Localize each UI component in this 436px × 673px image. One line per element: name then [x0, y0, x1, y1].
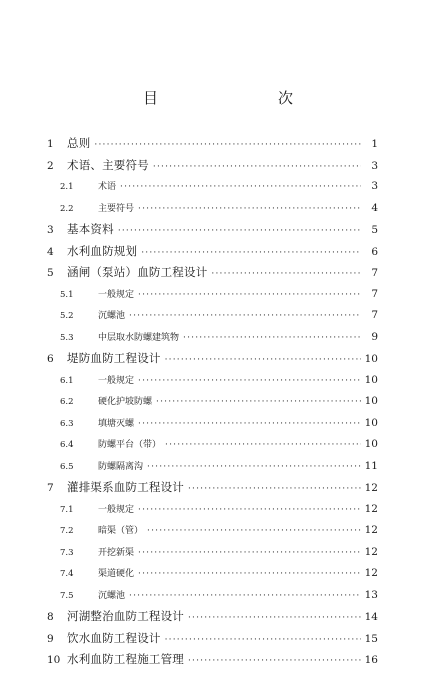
- toc-dot-leader: [211, 264, 361, 286]
- toc-entry-page-number: 15: [364, 632, 378, 645]
- toc-chapter-entry[interactable]: [47, 262, 378, 284]
- toc-entry-label: 水利血防工程施工管理: [67, 652, 184, 666]
- toc-entry-label: 灌排渠系血防工程设计: [67, 480, 184, 494]
- toc-entry-label: 涵闸（泵站）血防工程设计: [67, 265, 208, 279]
- toc-dot-leader: [129, 306, 361, 328]
- toc-dot-leader: [188, 608, 361, 630]
- toc-dot-leader: [188, 479, 361, 501]
- toc-entry-number: 7.1: [60, 504, 74, 515]
- toc-section-entry[interactable]: [47, 434, 378, 456]
- toc-entry-page-number: 6: [371, 245, 378, 258]
- toc-entry-page-number: 11: [364, 459, 378, 472]
- toc-entry-label: 沉螺池: [98, 311, 126, 321]
- toc-dot-leader: [153, 157, 361, 179]
- toc-entry-number: 6.1: [60, 375, 74, 386]
- toc-entry-label: 主要符号: [98, 203, 135, 214]
- toc-dot-leader: [147, 521, 361, 543]
- toc-entry-page-number: 5: [371, 224, 378, 236]
- toc-dot-leader: [156, 392, 361, 414]
- toc-dot-leader: [165, 350, 361, 372]
- toc-entry-number: 2: [47, 159, 54, 172]
- toc-dot-leader: [138, 564, 361, 586]
- toc-entry-number: 10: [47, 654, 61, 666]
- toc-entry-number: 5: [47, 267, 54, 279]
- toc-entry-page-number: 4: [371, 201, 378, 214]
- toc-entry-number: 7.3: [60, 547, 74, 558]
- toc-chapter-entry[interactable]: [47, 348, 378, 370]
- toc-entry-page-number: 7: [371, 309, 378, 321]
- toc-chapter-entry[interactable]: [47, 133, 378, 155]
- toc-entry-number: 4: [47, 245, 54, 258]
- toc-entry-page-number: 3: [371, 159, 378, 172]
- toc-entry-number: 7.2: [60, 526, 74, 536]
- toc-entry-label: 暗渠（管）: [98, 526, 144, 536]
- toc-dot-leader: [147, 457, 361, 479]
- toc-entry-number: 6.3: [60, 418, 74, 429]
- toc-entry-number: 6.5: [60, 461, 74, 472]
- toc-entry-page-number: 12: [364, 502, 378, 515]
- toc-chapter-entry[interactable]: [47, 606, 378, 628]
- toc-entry-label: 堤防血防工程设计: [67, 351, 161, 365]
- toc-entry-label: 防螺平台（带）: [98, 440, 162, 450]
- toc-dot-leader: [94, 135, 361, 157]
- toc-dot-leader: [165, 435, 361, 457]
- toc-entry-number: 3: [47, 224, 54, 236]
- toc-entry-label: 开挖新渠: [98, 547, 135, 558]
- toc-dot-leader: [188, 651, 361, 673]
- toc-section-entry[interactable]: [47, 585, 378, 607]
- toc-entry-label: 术语: [98, 182, 117, 192]
- toc-entry-label: 基本资料: [67, 222, 114, 236]
- toc-entry-label: 一般规定: [98, 504, 135, 515]
- toc-entry-number: 6: [47, 353, 54, 365]
- toc-chapter-entry[interactable]: [47, 628, 378, 650]
- toc-dot-leader: [120, 177, 361, 199]
- toc-entry-number: 5.2: [60, 311, 74, 321]
- toc-dot-leader: [165, 630, 361, 652]
- toc-entry-label: 河湖整治血防工程设计: [67, 609, 184, 623]
- toc-section-entry[interactable]: [47, 456, 378, 478]
- toc-section-entry[interactable]: [47, 563, 378, 585]
- toc-section-entry[interactable]: [47, 176, 378, 198]
- toc-section-entry[interactable]: [47, 305, 378, 327]
- toc-entry-page-number: 1: [371, 138, 378, 150]
- toc-chapter-entry[interactable]: [47, 649, 378, 671]
- toc-entry-page-number: 12: [364, 567, 378, 579]
- toc-title: 目 次: [142, 89, 323, 107]
- toc-entry-label: 饮水血防工程设计: [67, 630, 161, 645]
- toc-entry-page-number: 16: [364, 654, 378, 666]
- toc-entry-label: 防螺隔离沟: [98, 461, 144, 472]
- toc-section-entry[interactable]: [47, 499, 378, 521]
- toc-entry-page-number: 10: [364, 353, 378, 365]
- toc-entry-label: 一般规定: [98, 289, 135, 300]
- toc-dot-leader: [129, 586, 361, 608]
- toc-entry-number: 1: [47, 138, 54, 150]
- toc-entry-label: 渠道硬化: [98, 569, 135, 579]
- toc-entry-label: 术语、主要符号: [67, 157, 149, 172]
- toc-chapter-entry[interactable]: [47, 241, 378, 263]
- toc-dot-leader: [138, 500, 361, 522]
- toc-entry-page-number: 12: [364, 524, 378, 536]
- toc-dot-leader: [118, 221, 361, 243]
- toc-entry-number: 2.1: [60, 182, 74, 192]
- toc-entry-label: 沉螺池: [98, 590, 126, 601]
- toc-entry-number: 5.3: [60, 332, 74, 343]
- toc-section-entry[interactable]: [47, 520, 378, 542]
- toc-entry-label: 一般规定: [98, 375, 135, 386]
- toc-section-entry[interactable]: [47, 391, 378, 413]
- toc-entry-page-number: 7: [371, 267, 378, 279]
- toc-dot-leader: [138, 543, 361, 565]
- toc-entry-number: 8: [47, 611, 54, 623]
- toc-entry-number: 7.5: [60, 590, 74, 601]
- toc-section-entry[interactable]: [47, 370, 378, 392]
- toc-section-entry[interactable]: [47, 542, 378, 564]
- toc-entry-page-number: 3: [371, 180, 378, 192]
- toc-dot-leader: [138, 199, 361, 221]
- toc-dot-leader: [183, 328, 361, 350]
- toc-dot-leader: [141, 243, 361, 265]
- toc-entry-number: 7: [47, 482, 54, 494]
- toc-entry-page-number: 10: [364, 416, 378, 429]
- toc-entry-label: 硬化护坡防螺: [98, 397, 153, 407]
- toc-entry-page-number: 7: [371, 287, 378, 300]
- toc-entry-page-number: 12: [364, 545, 378, 558]
- toc-entry-label: 填塘灭螺: [98, 418, 135, 429]
- toc-entry-page-number: 10: [364, 438, 378, 450]
- toc-chapter-entry[interactable]: [47, 477, 378, 499]
- toc-entry-label: 总则: [67, 136, 91, 150]
- toc-entry-page-number: 14: [364, 611, 378, 623]
- toc-entry-number: 6.2: [60, 397, 74, 407]
- toc-section-entry[interactable]: [47, 327, 378, 349]
- toc-dot-leader: [138, 414, 361, 436]
- toc-entry-page-number: 10: [364, 395, 378, 407]
- toc-entry-number: 7.4: [60, 569, 74, 579]
- toc-section-entry[interactable]: [47, 284, 378, 306]
- toc-entry-page-number: 10: [364, 373, 378, 386]
- toc-chapter-entry[interactable]: [47, 155, 378, 177]
- toc-entry-page-number: 13: [364, 588, 378, 601]
- toc-chapter-entry[interactable]: [47, 219, 378, 241]
- toc-entry-number: 9: [47, 632, 54, 645]
- toc-section-entry[interactable]: [47, 198, 378, 220]
- toc-entry-number: 6.4: [60, 440, 74, 450]
- toc-entry-label: 中层取水防螺建筑物: [98, 332, 180, 343]
- toc-entry-page-number: 9: [371, 330, 378, 343]
- toc-dot-leader: [138, 371, 361, 393]
- toc-entry-label: 水利血防规划: [67, 243, 138, 258]
- toc-dot-leader: [138, 285, 361, 307]
- toc-entry-page-number: 12: [364, 482, 378, 494]
- toc-section-entry[interactable]: [47, 413, 378, 435]
- toc-entry-number: 2.2: [60, 203, 74, 214]
- toc-entry-number: 5.1: [60, 289, 74, 300]
- table-of-contents: [47, 133, 378, 671]
